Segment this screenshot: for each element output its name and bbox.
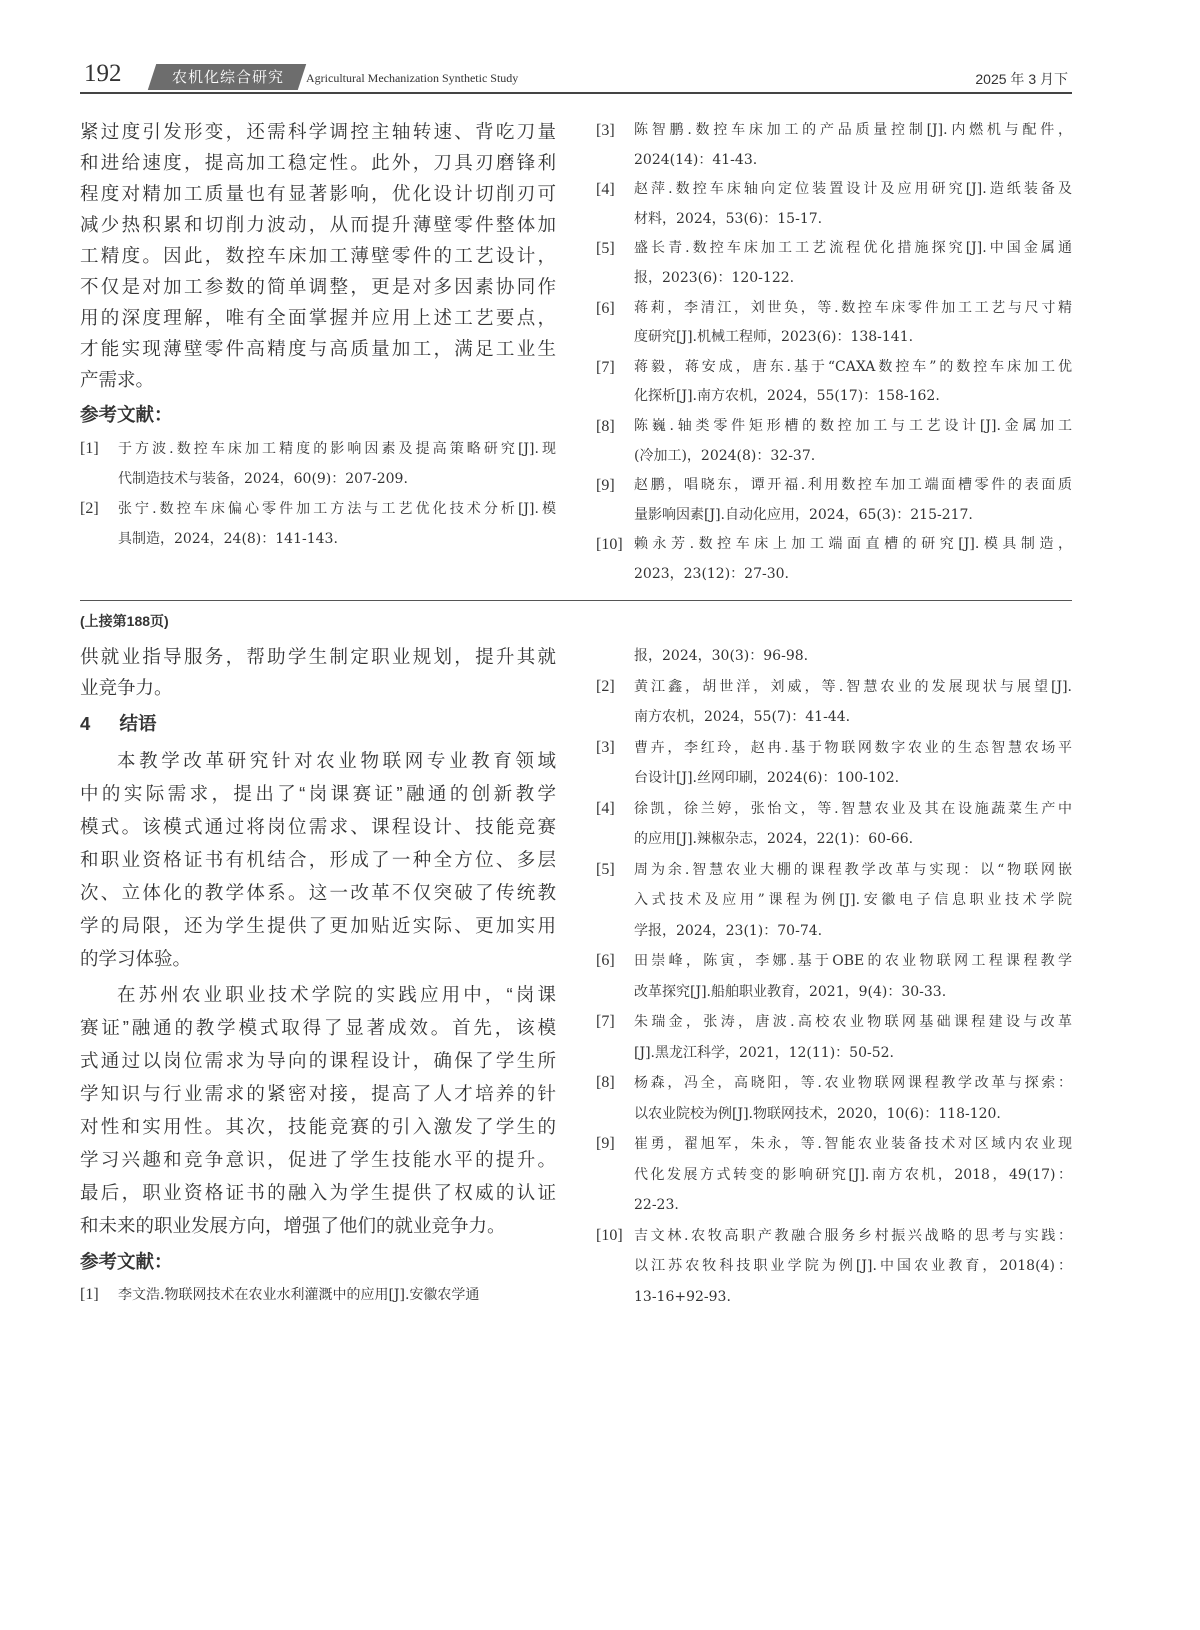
reference-line: 黄江鑫，胡世洋，刘威，等.智慧农业的发展现状与展望[J]. <box>634 678 1072 695</box>
reference-text <box>634 672 1072 733</box>
reference-text <box>634 471 1072 530</box>
reference-item <box>596 794 1072 855</box>
reference-text <box>634 116 1072 175</box>
bottom-left-column <box>80 641 556 1310</box>
reference-text <box>634 234 1072 293</box>
reference-text <box>634 1068 1072 1129</box>
reference-item <box>596 234 1072 293</box>
article-divider <box>80 600 1072 601</box>
text-line: 赛证”融通的教学模式取得了显著成效。首先，该模 <box>80 1017 556 1038</box>
reference-text <box>634 294 1072 353</box>
reference-item <box>596 116 1072 175</box>
reference-number: [1] <box>80 1286 99 1303</box>
reference-item <box>596 1007 1072 1068</box>
text-line: 才能实现薄壁零件高精度与高质量加工，满足工业生 <box>80 338 556 359</box>
reference-number: [7] <box>596 358 615 376</box>
reference-item <box>596 471 1072 530</box>
text-line: 中的实际需求，提出了“岗课赛证”融通的创新教学 <box>80 783 556 804</box>
reference-line: 赵鹏，唱晓东，谭开福.利用数控车加工端面槽零件的表面质 <box>634 477 1072 494</box>
reference-item <box>596 294 1072 353</box>
reference-list <box>80 1280 556 1310</box>
text-line: 学的局限，还为学生提供了更加贴近实际、更加实用 <box>80 915 556 936</box>
reference-number: [10] <box>596 536 623 554</box>
reference-line: 报，2023(6)：120-122. <box>634 269 795 286</box>
reference-line: 具制造，2024，24(8)：141-143. <box>118 531 338 547</box>
reference-text <box>118 494 556 554</box>
reference-item <box>596 412 1072 471</box>
reference-item <box>596 530 1072 589</box>
reference-text <box>634 733 1072 794</box>
section-number: 4 <box>80 713 91 734</box>
page-number: 192 <box>84 60 122 87</box>
reference-line: 以江苏农牧科技职业学院为例[J].中国农业教育，2018(4)： <box>634 1258 1072 1274</box>
reference-text <box>634 1129 1072 1221</box>
text-line: 次、立体化的教学体系。这一改革不仅突破了传统教 <box>80 882 556 903</box>
reference-number: [3] <box>596 738 615 756</box>
reference-item <box>80 1280 556 1310</box>
reference-text <box>634 794 1072 855</box>
reference-text <box>634 353 1072 412</box>
text-line: 学习兴趣和竞争意识，促进了学生技能水平的提升。 <box>80 1149 556 1170</box>
reference-text <box>634 1221 1072 1313</box>
reference-line: 学报，2024，23(1)：70-74. <box>634 922 823 939</box>
page-header <box>80 62 1072 94</box>
continued-from-note: (上接第188页) <box>80 613 169 629</box>
intro-paragraph <box>80 641 556 703</box>
journal-title-zh: 农机化综合研究 <box>172 69 285 86</box>
journal-title-en: Agricultural Mechanization Synthetic Study <box>306 71 519 85</box>
text-line: 式通过以岗位需求为导向的课程设计，确保了学生所 <box>80 1050 556 1071</box>
reference-item <box>596 733 1072 794</box>
reference-number: [2] <box>596 677 615 695</box>
text-line: 在苏州农业职业技术学院的实践应用中，“岗课 <box>117 984 556 1005</box>
reference-line: 度研究[J].机械工程师，2023(6)：138-141. <box>634 329 914 346</box>
reference-item <box>596 353 1072 412</box>
reference-text <box>118 1280 556 1310</box>
reference-number: [7] <box>596 1013 615 1030</box>
reference-line: 入式技术及应用”课程为例[J].安徽电子信息职业技术学院 <box>634 892 1072 908</box>
references-heading: 参考文献： <box>80 404 173 425</box>
reference-line: 量影响因素[J].自动化应用，2024，65(3)：215-217. <box>634 506 973 523</box>
text-line: 最后，职业资格证书的融入为学生提供了权威的认证 <box>80 1182 556 1203</box>
reference-text <box>118 434 556 494</box>
reference-line: 赖永芳.数控车床上加工端面直槽的研究[J].模具制造， <box>634 536 1072 553</box>
reference-line: 22-23. <box>634 1197 679 1213</box>
reference-item <box>596 1221 1072 1313</box>
reference-line: 2024(14)：41-43. <box>634 151 758 168</box>
reference-text <box>634 530 1072 589</box>
reference-number: [2] <box>80 500 99 517</box>
reference-item <box>596 946 1072 1007</box>
reference-number: [8] <box>596 417 615 435</box>
reference-item <box>80 494 556 554</box>
text-line: 和职业资格证书有机结合，形成了一种全方位、多层 <box>80 849 556 870</box>
reference-number: [6] <box>596 299 615 317</box>
bottom-right-column <box>596 641 1072 1312</box>
reference-line: 台设计[J].丝网印刷，2024(6)：100-102. <box>634 770 900 786</box>
reference-text <box>634 175 1072 234</box>
reference-line: 化探析[J].南方农机，2024，55(17)：158-162. <box>634 388 940 405</box>
text-line: 对性和实用性。其次，技能竞赛的引入激发了学生的 <box>80 1116 556 1137</box>
text-line: 用的深度理解，唯有全面掌握并应用上述工艺要点， <box>80 307 556 328</box>
reference-line: 13-16+92-93. <box>634 1288 731 1305</box>
reference-number: [4] <box>596 181 615 199</box>
reference-line: 代化发展方式转变的影响研究[J].南方农机，2018，49(17)： <box>634 1166 1072 1183</box>
reference-text <box>634 412 1072 471</box>
reference-line: 盛长青.数控车床加工工艺流程优化措施探究[J].中国金属通 <box>634 240 1072 257</box>
text-line: 业竞争力。 <box>80 677 173 698</box>
reference-text <box>634 855 1072 947</box>
reference-line: 的应用[J].辣椒杂志，2024，22(1)：60-66. <box>634 831 914 847</box>
reference-number: [8] <box>596 1074 615 1091</box>
reference-line: 陈智鹏.数控车床加工的产品质量控制[J].内燃机与配件， <box>634 122 1072 138</box>
reference-line: 崔勇，翟旭军，朱永，等.智能农业装备技术对区域内农业现 <box>634 1136 1072 1152</box>
reference-line: 于方波.数控车床加工精度的影响因素及提高策略研究[J].现 <box>118 441 556 457</box>
reference-line: 蒋莉，李清江，刘世奂，等.数控车床零件加工工艺与尺寸精 <box>634 299 1072 316</box>
text-line: 程度对精加工质量也有显著影响，优化设计切削刃可 <box>80 183 556 204</box>
text-line: 和未来的职业发展方向，增强了他们的就业竞争力。 <box>80 1215 506 1236</box>
top-right-column <box>596 116 1072 590</box>
section-title: 结语 <box>119 713 157 734</box>
text-line: 的学习体验。 <box>80 948 192 969</box>
reference-line: 徐凯，徐兰婷，张怡文，等.智慧农业及其在设施蔬菜生产中 <box>634 800 1072 817</box>
reference-line: 曹卉，李红玲，赵冉.基于物联网数字农业的生态智慧农场平 <box>634 739 1072 756</box>
reference-line: 杨森，冯全，高晓阳，等.农业物联网课程教学改革与探索： <box>634 1075 1072 1091</box>
reference-number: [9] <box>596 477 615 495</box>
reference-number: [5] <box>596 240 615 258</box>
text-line: 和进给速度，提高加工稳定性。此外，刀具刃磨锋利 <box>80 152 556 173</box>
reference-line: (冷加工)，2024(8)：32-37. <box>634 447 816 464</box>
reference-item <box>596 855 1072 947</box>
reference-line: 朱瑞金，张涛，唐波.高校农业物联网基础课程建设与改革 <box>634 1014 1072 1030</box>
reference-item <box>596 1129 1072 1221</box>
reference-line: 以农业院校为例[J].物联网技术，2020，10(6)：118-120. <box>634 1105 1001 1122</box>
reference-item <box>596 1068 1072 1129</box>
reference-line: 改革探究[J].船舶职业教育，2021，9(4)：30-33. <box>634 983 947 1000</box>
reference-number: [6] <box>596 952 615 969</box>
text-line: 减少热积累和切削力波动，从而提升薄壁零件整体加 <box>80 214 556 235</box>
reference-item <box>596 672 1072 733</box>
top-left-column <box>80 116 556 554</box>
reference-line: 周为余.智慧农业大棚的课程教学改革与实现：以“物联网嵌 <box>634 861 1072 878</box>
reference-item <box>80 434 556 494</box>
reference-line: 2023，23(12)：27-30. <box>634 565 789 582</box>
reference-text <box>634 1007 1072 1068</box>
reference-list <box>80 434 556 554</box>
reference-list <box>596 116 1072 590</box>
text-line: 不仅是对加工参数的简单调整，更是对多因素协同作 <box>80 276 556 297</box>
reference-list <box>596 672 1072 1313</box>
section-heading <box>80 704 556 744</box>
text-line: 模式。该模式通过将岗位需求、课程设计、技能竞赛 <box>80 816 556 837</box>
reference-line: 陈巍.轴类零件矩形槽的数控加工与工艺设计[J].金属加工 <box>634 417 1072 434</box>
reference-number: [9] <box>596 1135 615 1152</box>
reference-item <box>596 175 1072 234</box>
reference-line: 赵萍.数控车床轴向定位装置设计及应用研究[J].造纸装备及 <box>634 181 1072 198</box>
conclusion-paragraph <box>80 116 556 395</box>
reference-line: 南方农机，2024，55(7)：41-44. <box>634 709 851 725</box>
reference-line: 蒋毅，蒋安成，唐东.基于“CAXA数控车”的数控车床加工优 <box>634 358 1072 375</box>
text-line: 供就业指导服务，帮助学生制定职业规划，提升其就 <box>80 646 556 667</box>
reference-line: 李文浩.物联网技术在农业水利灌溉中的应用[J].安徽农学通 <box>118 1287 480 1303</box>
references-heading: 参考文献： <box>80 1251 173 1272</box>
reference-number: [4] <box>596 799 615 817</box>
text-line: 产需求。 <box>80 369 155 390</box>
text-line: 紧过度引发形变，还需科学调控主轴转速、背吃刀量 <box>80 121 556 142</box>
reference-line: 张宁.数控车床偏心零件加工方法与工艺优化技术分析[J].模 <box>118 501 556 517</box>
text-line: 学知识与行业需求的紧密对接，提高了人才培养的针 <box>80 1083 556 1104</box>
reference-line: 吉文林.农牧高职产教融合服务乡村振兴战略的思考与实践： <box>634 1227 1072 1244</box>
reference-line: 代制造技术与装备，2024，60(9)：207-209. <box>118 471 408 487</box>
paragraph-1 <box>80 744 556 975</box>
text-line: 本教学改革研究针对农业物联网专业教育领域 <box>117 750 556 771</box>
reference-number: [10] <box>596 1226 623 1244</box>
issue-date: 2025 年 3 月下 <box>975 71 1068 87</box>
reference-continuation: 报，2024，30(3)：96-98. <box>634 648 809 664</box>
reference-line: 材料，2024，53(6)：15-17. <box>634 210 823 227</box>
reference-number: [1] <box>80 440 99 457</box>
reference-line: 田崇峰，陈寅，李娜.基于OBE的农业物联网工程课程教学 <box>634 953 1072 969</box>
reference-line: [J].黑龙江科学，2021，12(11)：50-52. <box>634 1044 894 1061</box>
text-line: 工精度。因此，数控车床加工薄壁零件的工艺设计， <box>80 245 556 266</box>
paragraph-2 <box>80 978 556 1242</box>
reference-number: [3] <box>596 122 615 139</box>
reference-number: [5] <box>596 860 615 878</box>
reference-text <box>634 946 1072 1007</box>
